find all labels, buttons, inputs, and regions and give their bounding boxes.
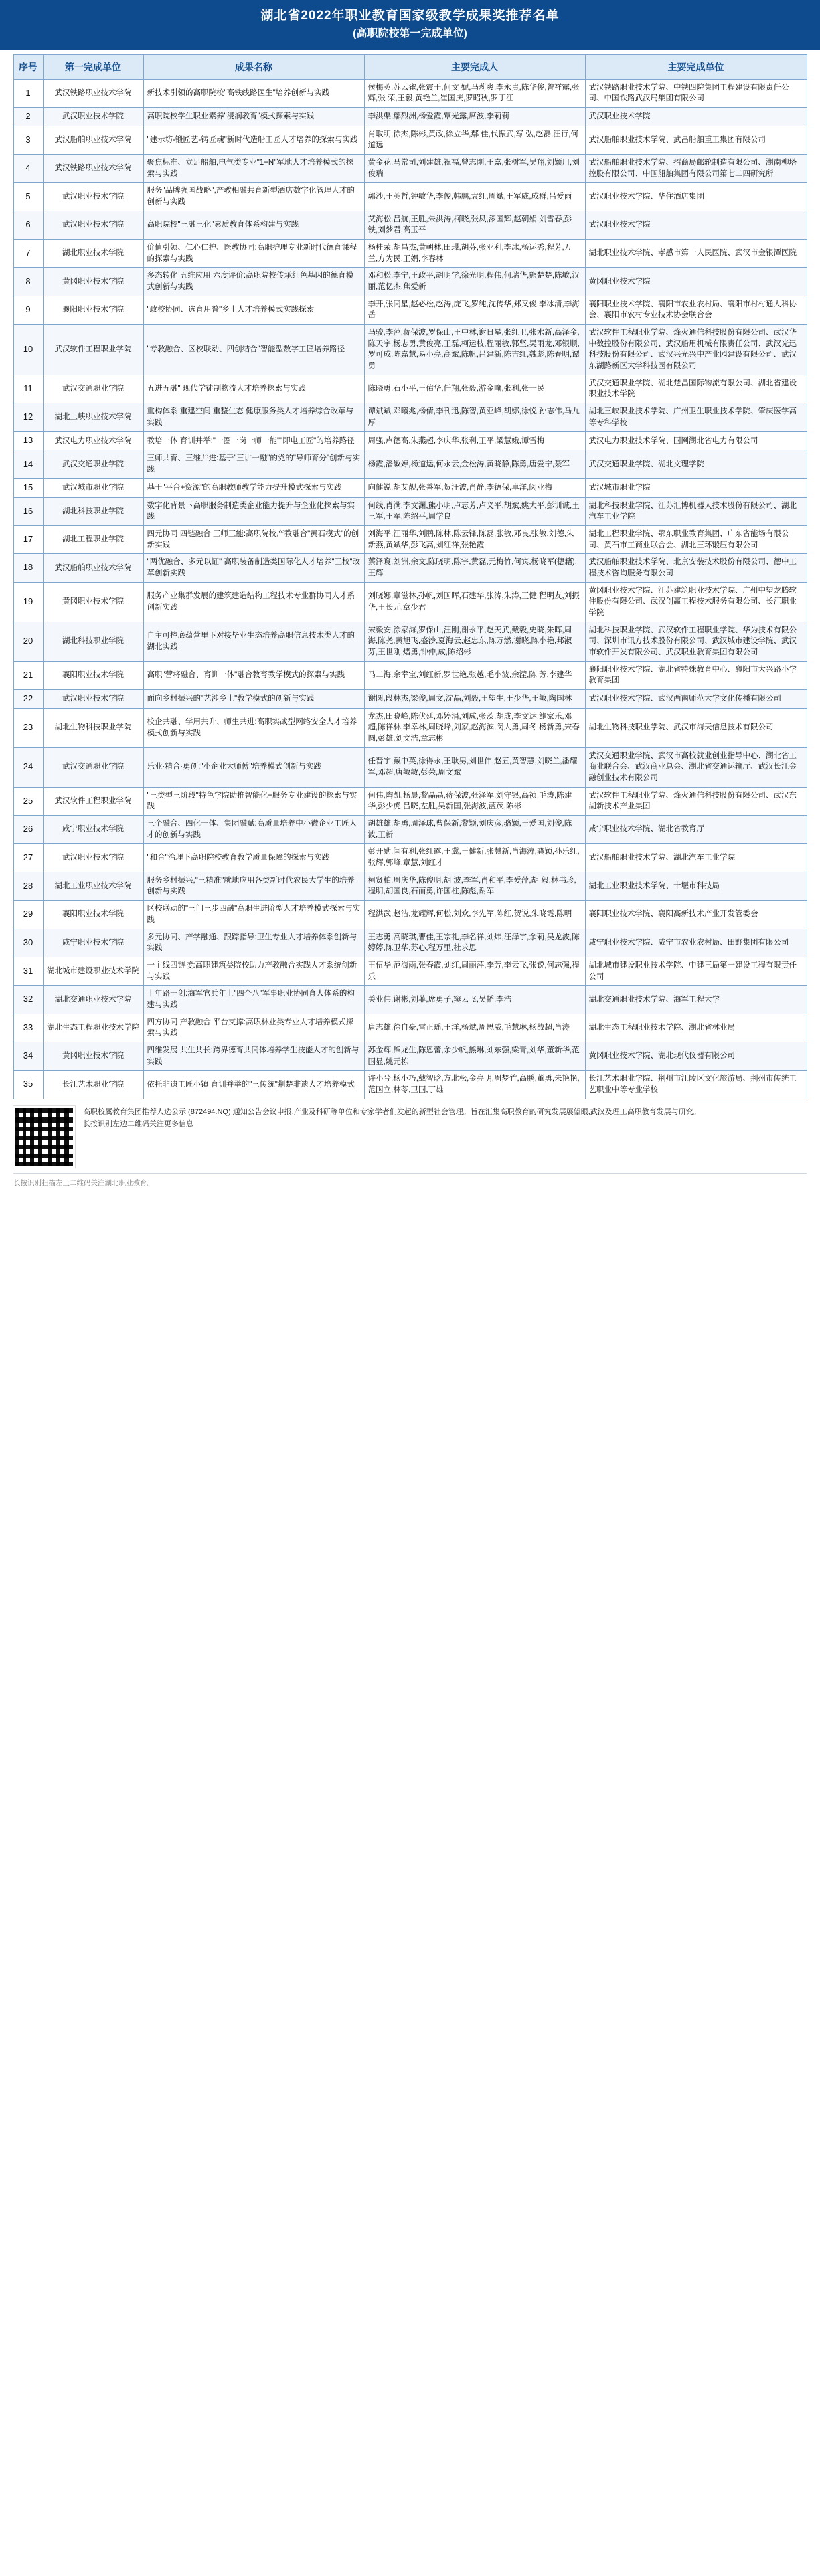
cell-units: 武汉软件工程职业学院、烽火通信科技股份有限公司、武汉华中数控股份有限公司、武汉船用机械有限责任公司、武汉光迅科技股份有限公司、武汉兴光兴中产业园建设有限公司、武汉东湖路新区大学科技园有限公司 [585, 325, 807, 375]
table-row [13, 554, 807, 582]
cell-first-unit: 武汉交通职业学院 [43, 747, 143, 787]
cell-achievement: 乐业·精合·勇创:"小企业大师傅"培养模式创新与实践 [143, 747, 364, 787]
cell-people: 何线,肖满,李文渊,熊小明,卢志芳,卢义平,胡斌,姚大平,彭训诚,王三军,王军,陈绍平,周学良 [364, 497, 585, 525]
cell-first-unit: 武汉交通职业学院 [43, 375, 143, 403]
table-row [13, 79, 807, 107]
cell-units: 咸宁职业技术学院、湖北省教育厅 [585, 816, 807, 844]
cell-index: 21 [13, 661, 43, 689]
cell-people: 周强,卢德高,朱燕超,李庆华,张利,王平,梁慧娥,谭雪梅 [364, 432, 585, 450]
cell-first-unit: 长江艺术职业学院 [43, 1071, 143, 1099]
cell-units: 武汉职业技术学院、华住酒店集团 [585, 183, 807, 211]
cell-achievement: 教培一体 育训并举:"一圈一岗一师一能""即电工匠"的培养路径 [143, 432, 364, 450]
cell-achievement: 五进五融" 现代学徒制物流人才培养探索与实践 [143, 375, 364, 403]
cell-units: 湖北职业技术学院、孝感市第一人民医院、武汉市金银潭医院 [585, 240, 807, 268]
table-row [13, 497, 807, 525]
cell-people: 肖取明,徐杰,陈彬,黄政,徐立华,鄢 佳,代振武,写 弘,赵磊,汪行,何道远 [364, 126, 585, 154]
cell-units: 湖北城市建设职业技术学院、中建三局第一建设工程有限责任公司 [585, 957, 807, 985]
cell-first-unit: 湖北科技职业学院 [43, 497, 143, 525]
cell-units: 咸宁职业技术学院、咸宁市农业农村局、田野集团有限公司 [585, 929, 807, 957]
table-row [13, 432, 807, 450]
cell-achievement: 三师共育、三维并进:基于"三讲一融"的党的"导师育分"创新与实践 [143, 450, 364, 478]
cell-first-unit: 湖北生态工程职业技术学院 [43, 1014, 143, 1042]
cell-first-unit: 武汉船舶职业技术学院 [43, 126, 143, 154]
table-row [13, 296, 807, 324]
cell-first-unit: 武汉软件工程职业学院 [43, 325, 143, 375]
cell-achievement: 聚焦标准、立足船舶,电气类专业"1+N"军地人才培养模式的探索与实践 [143, 155, 364, 183]
footer-note: 长按识别扫描左上二维码关注湖北职业教育。 [13, 1173, 807, 1188]
cell-index: 3 [13, 126, 43, 154]
cell-first-unit: 武汉职业技术学院 [43, 689, 143, 708]
cell-achievement: 自主可控底蕴营里下对接毕业生态培养高职信息技术类人才的湖北实践 [143, 622, 364, 661]
cell-people: 关业伟,谢彬,刘菲,席勇子,窦云飞,吴韬,李浩 [364, 986, 585, 1014]
cell-units: 湖北工业职业技术学院、十堰市科技局 [585, 872, 807, 900]
column-header-index: 序号 [13, 54, 43, 79]
cell-index: 11 [13, 375, 43, 403]
cell-units: 武汉职业技术学院 [585, 107, 807, 126]
cell-index: 24 [13, 747, 43, 787]
cell-first-unit: 武汉软件工程职业学院 [43, 787, 143, 815]
table-row [13, 478, 807, 497]
cell-first-unit: 湖北科技职业学院 [43, 622, 143, 661]
cell-achievement: 一主线四链接:高职建筑类院校助力产教融合实践人才系统创新与实践 [143, 957, 364, 985]
column-header-achievement: 成果名称 [143, 54, 364, 79]
cell-index: 30 [13, 929, 43, 957]
footer [13, 1106, 807, 1168]
cell-first-unit: 咸宁职业技术学院 [43, 816, 143, 844]
table-row [13, 1014, 807, 1042]
cell-units: 黄冈职业技术学院、湖北现代仪器有限公司 [585, 1042, 807, 1070]
cell-units: 湖北三峡职业技术学院、广州卫生职业技术学院、肇庆医学高等专科学校 [585, 403, 807, 432]
table-row [13, 107, 807, 126]
column-header-first-unit: 第一完成单位 [43, 54, 143, 79]
cell-index: 14 [13, 450, 43, 478]
title-line-2: (高职院校第一完成单位) [353, 27, 467, 39]
table-row [13, 1042, 807, 1070]
cell-units: 武汉船舶职业技术学院、北京安装技术股份有限公司、德中工程技术咨询服务有限公司 [585, 554, 807, 582]
table-row [13, 787, 807, 815]
cell-achievement: 价值引领、仁心仁护、医教协同:高职护理专业新时代德育课程的探索与实践 [143, 240, 364, 268]
cell-people: 杨桂荣,胡昌杰,黄朝林,田璟,胡芬,张亚利,李冰,杨运秀,程芳,万兰,方为民,王娟,李春林 [364, 240, 585, 268]
cell-index: 4 [13, 155, 43, 183]
cell-achievement: 数字化背景下高职服务制造类企业能力提升与企业化探索与实践 [143, 497, 364, 525]
cell-units: 武汉铁路职业技术学院、中铁四院集团工程建设有限责任公司、中国铁路武汉局集团有限公司 [585, 79, 807, 107]
table-row [13, 268, 807, 296]
cell-people: 胡雄雄,胡勇,周泽球,曹保新,黎颖,刘庆彦,骆颖,王爱国,刘俊,陈波,王新 [364, 816, 585, 844]
cell-units: 湖北科技职业学院、江苏汇博机器人技术股份有限公司、湖北汽车工业学院 [585, 497, 807, 525]
table-row [13, 403, 807, 432]
cell-units: 武汉城市职业学院 [585, 478, 807, 497]
cell-people: 黄金花,马常司,刘建雄,祝福,曾志刚,王嘉,张树军,吴翔,刘颖川,刘俊瑞 [364, 155, 585, 183]
cell-index: 2 [13, 107, 43, 126]
cell-achievement: 四方协同 产教融合 平台支撑:高职林业类专业人才培养模式探索与实践 [143, 1014, 364, 1042]
cell-first-unit: 武汉电力职业技术学院 [43, 432, 143, 450]
cell-people: 许小兮,杨小巧,戴智晗,方北松,金亮明,周梦竹,高鹏,董勇,朱艳艳,范国立,林苓,卫国,丁雄 [364, 1071, 585, 1099]
cell-people: 邓和松,李宁,王政平,胡明学,徐光明,程伟,何瑞华,熊楚楚,陈敏,汉丽,范忆杰,焦爱新 [364, 268, 585, 296]
cell-index: 33 [13, 1014, 43, 1042]
table-row [13, 689, 807, 708]
cell-units: 湖北生物科技职业学院、武汉市海天信息技术有限公司 [585, 708, 807, 747]
cell-achievement: 新技术引领的高职院校"高铁线路医生"培养创新与实践 [143, 79, 364, 107]
cell-units: 武汉交通职业学院、湖北楚昌国际物流有限公司、湖北省建设职业技术学院 [585, 375, 807, 403]
cell-people: 任晋宇,戴中英,徐得永,王耿男,刘世伟,赵五,黄智慧,刘晓兰,潘耀军,邓超,唐敏敏,彭荣,周文斌 [364, 747, 585, 787]
cell-index: 32 [13, 986, 43, 1014]
cell-index: 12 [13, 403, 43, 432]
table-row [13, 747, 807, 787]
cell-index: 5 [13, 183, 43, 211]
cell-index: 26 [13, 816, 43, 844]
table-row [13, 622, 807, 661]
cell-achievement: 三个融合、四化一体、集团融赋:高质量培养中小微企业工匠人才的创新与实践 [143, 816, 364, 844]
table-row [13, 872, 807, 900]
cell-first-unit: 咸宁职业技术学院 [43, 929, 143, 957]
cell-first-unit: 武汉职业技术学院 [43, 183, 143, 211]
cell-first-unit: 湖北职业技术学院 [43, 240, 143, 268]
cell-first-unit: 黄冈职业技术学院 [43, 268, 143, 296]
cell-achievement: 基于"平台+资源"的高职教师教学能力提升模式探索与实践 [143, 478, 364, 497]
cell-people: 苏金辉,熊龙生,陈恩蕾,余少帆,熊琳,刘东强,梁青,刘华,董新华,范国显,姚元栋 [364, 1042, 585, 1070]
cell-first-unit: 襄阳职业技术学院 [43, 296, 143, 324]
cell-people: 宋毅安,涂家海,罗保山,汪刚,谢永平,赵天武,戴毅,史晓,朱晖,周海,陈尧,黄旭飞,盛沙,夏海云,赵忠东,陈万燃,谢晓,陈小艳,邦淑芬,王世刚,熠勇,钟仲,成,陈绍彬 [364, 622, 585, 661]
table-row [13, 1071, 807, 1099]
cell-units: 武汉电力职业技术学院、国网湖北省电力有限公司 [585, 432, 807, 450]
cell-first-unit: 武汉铁路职业技术学院 [43, 155, 143, 183]
cell-index: 16 [13, 497, 43, 525]
cell-first-unit: 武汉职业技术学院 [43, 107, 143, 126]
cell-people: 陈晓勇,石小平,王佑华,任翔,张毅,游金喻,张利,张一民 [364, 375, 585, 403]
cell-people: 刘晓娜,章滋林,孙帆,刘国晖,石建华,张涛,朱涛,王健,程明友,刘振华,王长元,章少君 [364, 582, 585, 622]
cell-first-unit: 武汉铁路职业技术学院 [43, 79, 143, 107]
cell-achievement: "建示坊-锻匠艺-铸匠魂"新时代造船工匠人才培养的探索与实践 [143, 126, 364, 154]
column-header-units: 主要完成单位 [585, 54, 807, 79]
cell-units: 武汉船舶职业技术学院、武昌船舶重工集团有限公司 [585, 126, 807, 154]
cell-units: 长江艺术职业学院、荆州市江陵区文化旅游局、荆州市传统工艺职业中等专业学校 [585, 1071, 807, 1099]
cell-people: 李洪渠,鄢烈洲,杨爱霞,覃光露,席波,李莉莉 [364, 107, 585, 126]
cell-achievement: 校企共融、学用共升、师生共进:高职实战型网络安全人才培养模式创新与实践 [143, 708, 364, 747]
cell-units: 襄阳职业技术学院、襄阳市农业农村局、襄阳市村村通大科协会、襄阳市农村专业技术协会联合会 [585, 296, 807, 324]
table-row [13, 211, 807, 239]
cell-first-unit: 湖北工程职业学院 [43, 525, 143, 553]
cell-people: 艾海松,吕航,王胜,朱洪涛,柯晓,张凤,漆国辉,赵朝娟,刘雪春,彭铁,刘梦君,高玉平 [364, 211, 585, 239]
cell-people: 彭开励,闫有利,张红露,王冀,王健新,张慧新,肖海涛,龚颖,孙乐红,张辉,郭峰,章慧,刘红才 [364, 844, 585, 872]
qr-code-icon[interactable] [13, 1106, 75, 1168]
cell-index: 13 [13, 432, 43, 450]
cell-index: 7 [13, 240, 43, 268]
footer-line-1: 高职校属教育集团推荐人选公示 (872494.NQ) 通知公告会议申报,产业及科研等单位和专家学者们发起的新型社会管理。旨在汇集高职教育的研究发展展望眼,武汉及理工高职教育发展与研究。 [83, 1107, 701, 1116]
cell-units: 襄阳职业技术学院、襄阳高新技术产业开发管委会 [585, 901, 807, 929]
cell-people: 郭沙,王英哲,钟敏华,李俊,韩鹏,袁红,周斌,王军威,成群,吕爱雨 [364, 183, 585, 211]
table-row [13, 957, 807, 985]
cell-people: 杨霞,潘敏婷,杨道运,何永云,金松涛,黄晓静,陈勇,唐爱宁,聂军 [364, 450, 585, 478]
cell-index: 28 [13, 872, 43, 900]
column-header-people: 主要完成人 [364, 54, 585, 79]
table-row [13, 901, 807, 929]
cell-people: 马二海,余幸宝,刘红新,罗世艳,张越,毛小波,余滢,陈 芳,李建华 [364, 661, 585, 689]
cell-people: 谢圆,段林杰,梁俊,周文,沈晶,刘毅,王望生,王少华,王敏,陶国林 [364, 689, 585, 708]
table-row [13, 525, 807, 553]
cell-achievement: "两优融合、多元以证" 高职装备制造类国际化人才培养"三校"改革创新实践 [143, 554, 364, 582]
cell-achievement: 服务"品牌强国战略",产教相融共育新型酒店数字化管理人才的创新与实践 [143, 183, 364, 211]
cell-achievement: "专教融合、区校联动、四创结合"智能型数字工匠培养路径 [143, 325, 364, 375]
cell-achievement: 面向乡村振兴的"艺涉乡土"教学模式的创新与实践 [143, 689, 364, 708]
cell-index: 6 [13, 211, 43, 239]
cell-people: 蔡泽寰,刘洲,余文,陈晓明,陈宇,黄磊,元梅竹,何宾,杨晓军(德籍),王辉 [364, 554, 585, 582]
title-line-1: 湖北省2022年职业教育国家级教学成果奖推荐名单 [260, 9, 560, 23]
cell-achievement: 高职"营将融合、育训一体"融合教育教学模式的探索与实践 [143, 661, 364, 689]
cell-index: 31 [13, 957, 43, 985]
cell-index: 9 [13, 296, 43, 324]
table-body [13, 79, 807, 1099]
table-row [13, 375, 807, 403]
table-row [13, 582, 807, 622]
cell-achievement: "三类型三阶段"特色学院助推智能化+服务专业建设的探索与实践 [143, 787, 364, 815]
cell-achievement: 四元协同 四链融合 三师三能:高职院校产教融合"黄石模式"的创新实践 [143, 525, 364, 553]
cell-first-unit: 湖北工业职业技术学院 [43, 872, 143, 900]
cell-units: 湖北交通职业技术学院、海军工程大学 [585, 986, 807, 1014]
cell-people: 柯贤柏,周庆华,陈俊明,胡 波,李军,肖和平,李爱萍,胡 毅,林书珍,程明,胡国良,石而勇,许国柱,陈彪,谢军 [364, 872, 585, 900]
cell-people: 王志勇,高晓琪,曹佳,王宗礼,李名祥,刘炜,汪泽宇,余莉,吴龙波,陈婷婷,陈卫华,苏心,程万里,杜求思 [364, 929, 585, 957]
cell-units: 武汉船舶职业技术学院、湖北汽车工业学院 [585, 844, 807, 872]
table-row [13, 183, 807, 211]
cell-achievement: 服务产业集群发展的建筑建造结构工程技术专业群协同人才系创新实践 [143, 582, 364, 622]
cell-first-unit: 武汉交通职业学院 [43, 450, 143, 478]
cell-first-unit: 襄阳职业技术学院 [43, 901, 143, 929]
cell-units: 湖北科技职业学院、武汉软件工程职业学院、华为技术有限公司、深圳市讯方技术股份有限公司、武汉城市建设学院、武汉市软件开发有限公司、武汉职业教育集团有限公司 [585, 622, 807, 661]
cell-first-unit: 黄冈职业技术学院 [43, 582, 143, 622]
cell-first-unit: 武汉职业技术学院 [43, 211, 143, 239]
cell-index: 23 [13, 708, 43, 747]
cell-units: 黄冈职业技术学院 [585, 268, 807, 296]
cell-people: 向健锐,胡艾靓,张善军,贺汪波,肖静,李德保,卓洋,闵业梅 [364, 478, 585, 497]
cell-units: 武汉交通职业学院、武汉市高校就业创业指导中心、湖北省工商业联合会、武汉商业总会、湖北省交通运输厅、武汉长江金融创业技术有限公司 [585, 747, 807, 787]
cell-index: 25 [13, 787, 43, 815]
footer-line-2: 长按识别左边二维码关注更多信息 [83, 1120, 193, 1129]
cell-people: 王伍华,范海雨,张春霞,刘红,周丽萍,李芳,李云飞,张锐,何志强,程乐 [364, 957, 585, 985]
cell-people: 刘海平,汪丽华,刘鹏,陈林,陈云锋,陈磊,张敏,邓良,张敏,刘德,朱新燕,黄斌华,彭飞高,刘红祥,张艳霞 [364, 525, 585, 553]
cell-achievement: "政校协同、选育用普"乡土人才培养模式实践探索 [143, 296, 364, 324]
cell-index: 20 [13, 622, 43, 661]
cell-first-unit: 武汉城市职业学院 [43, 478, 143, 497]
cell-index: 1 [13, 79, 43, 107]
cell-units: 湖北工程职业学院、鄂东职业教育集团、广东省能场有限公司、黄石市工商业联合会、湖北三环锻压有限公司 [585, 525, 807, 553]
cell-people: 程洪武,赵洁,龙耀辉,何松,刘欢,李先军,陈红,贺说,朱晓霞,陈明 [364, 901, 585, 929]
page-title [0, 0, 820, 50]
cell-achievement: 多态转化 五维应用 六度评价:高职院校传承红色基因的德育模式创新与实践 [143, 268, 364, 296]
cell-achievement: 高职院校"三融三化"素质教育体系构建与实践 [143, 211, 364, 239]
table-row [13, 986, 807, 1014]
cell-people: 马骏,李萍,蒋保波,罗保山,王中林,谢日星,张红卫,张水新,高泽金,陈天宇,杨志勇,黄俊亮,王磊,柯运枝,程丽敏,郭坚,吴雨龙,邓银顺,罗可成,陈嘉慧,易小亮,高斌,陈帆,吕建新,陈吉红,魏彪,陈春明,谭勇 [364, 325, 585, 375]
cell-units: 武汉职业技术学院、武汉西南师范大学文化传播有限公司 [585, 689, 807, 708]
cell-index: 10 [13, 325, 43, 375]
cell-achievement: 四维发展 共生共长:跨界德育共同体培养学生技能人才的创新与实践 [143, 1042, 364, 1070]
cell-achievement: 十年路一剑:海军官兵年上"四个八"军事职业协同育人体系的构建与实践 [143, 986, 364, 1014]
cell-index: 22 [13, 689, 43, 708]
table-row [13, 661, 807, 689]
cell-first-unit: 湖北三峡职业技术学院 [43, 403, 143, 432]
cell-people: 唐志雄,徐自豪,雷正瑶,王洋,杨斌,周思威,毛慧琳,杨战超,肖涛 [364, 1014, 585, 1042]
cell-first-unit: 襄阳职业技术学院 [43, 661, 143, 689]
cell-units: 武汉职业技术学院 [585, 211, 807, 239]
cell-index: 27 [13, 844, 43, 872]
table-row [13, 816, 807, 844]
cell-people: 侯梅英,苏云雀,张震于,何文 妮,马莉爽,李永贵,陈华俊,曾祥露,张 辉,张 荣,王毅,黄艳兰,崔国庆,罗昭秋,罗丁江 [364, 79, 585, 107]
table-row [13, 155, 807, 183]
cell-index: 15 [13, 478, 43, 497]
cell-units: 武汉交通职业学院、湖北文理学院 [585, 450, 807, 478]
cell-people: 谭斌斌,邓曦兆,杨倩,李刊迅,陈智,黄亚峰,胡娜,徐悦,孙志伟,马九厚 [364, 403, 585, 432]
footer-text [83, 1106, 807, 1131]
cell-index: 17 [13, 525, 43, 553]
cell-first-unit: 湖北交通职业技术学院 [43, 986, 143, 1014]
recommendation-table [13, 54, 807, 1099]
table-row [13, 450, 807, 478]
cell-first-unit: 湖北生物科技职业学院 [43, 708, 143, 747]
table-row [13, 708, 807, 747]
cell-index: 29 [13, 901, 43, 929]
cell-achievement: 依托非遗工匠小镇 育训并举的"三传统"荆楚非遗人才培养模式 [143, 1071, 364, 1099]
cell-index: 8 [13, 268, 43, 296]
cell-people: 何伟,陶凯,杨晨,黎晶晶,蒋保波,张泽军,刘守银,高祯,毛涛,陈建华,彭少虎,吕晓,左胜,吴新国,张海波,蓝茂,陈彬 [364, 787, 585, 815]
cell-first-unit: 武汉船舶职业技术学院 [43, 554, 143, 582]
cell-achievement: 区校联动的"三门三步四融"高职生进阶型人才培养模式探索与实践 [143, 901, 364, 929]
cell-units: 武汉软件工程职业学院、烽火通信科技股份有限公司、武汉东湖新技术产业集团 [585, 787, 807, 815]
cell-achievement: 服务乡村振兴,"三精准"就地应用各类新时代农民大学生的培养创新与实践 [143, 872, 364, 900]
cell-index: 19 [13, 582, 43, 622]
table-row [13, 325, 807, 375]
table-row [13, 240, 807, 268]
cell-index: 18 [13, 554, 43, 582]
table-row [13, 844, 807, 872]
cell-units: 湖北生态工程职业技术学院、湖北省林业局 [585, 1014, 807, 1042]
cell-achievement: "和合"治理下高职院校教育教学质量保障的探索与实践 [143, 844, 364, 872]
cell-achievement: 高职院校学生职业素养"浸润教育"模式探索与实践 [143, 107, 364, 126]
cell-units: 武汉船舶职业技术学院、招商局邮轮制造有限公司、湖南柳塔控股有限公司、中国船舶集团有限公司第七二四研究所 [585, 155, 807, 183]
cell-units: 黄冈职业技术学院、江苏建筑职业技术学院、广州中望龙腾软件股份有限公司、武汉创赢工程技术服务有限公司、长江职业学院 [585, 582, 807, 622]
cell-achievement: 多元协同、产学融通、跟踪指导:卫生专业人才培养体系创新与实践 [143, 929, 364, 957]
cell-first-unit: 黄冈职业技术学院 [43, 1042, 143, 1070]
cell-first-unit: 武汉职业技术学院 [43, 844, 143, 872]
document-page [0, 0, 820, 1194]
table-header-row [13, 54, 807, 79]
cell-units: 襄阳职业技术学院、湖北省特殊教育中心、襄阳市大兴路小学教育集团 [585, 661, 807, 689]
table-row [13, 929, 807, 957]
cell-people: 李开,张同星,赵必松,赵涛,庞飞,罗纯,沈传华,郑又俊,李冰清,李海岳 [364, 296, 585, 324]
cell-index: 34 [13, 1042, 43, 1070]
table-row [13, 126, 807, 154]
cell-index: 35 [13, 1071, 43, 1099]
cell-achievement: 重构体系 重建空间 重整生态 健康服务类人才培养综合改革与实践 [143, 403, 364, 432]
cell-first-unit: 湖北城市建设职业技术学院 [43, 957, 143, 985]
cell-people: 龙杰,田晓峰,陈伏廷,邓婷涓,刘成,张茨,胡成,李文达,鲍家乐,邓超,陈祥林,李幸林,周晓峰,刘家,赵海滨,闵大勇,周冬,杨新勇,宋春圆,彭雄,刘文浩,章志彬 [364, 708, 585, 747]
